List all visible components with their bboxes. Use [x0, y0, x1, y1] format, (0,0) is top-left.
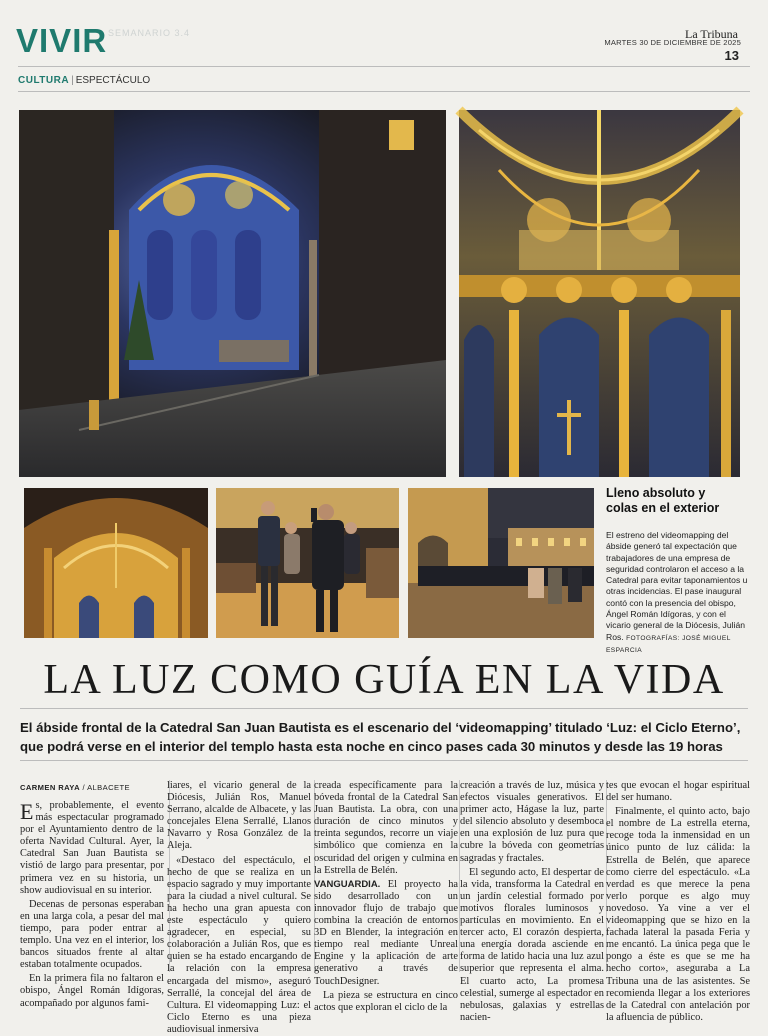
paragraph: La pieza se estructura en cinco actos que exploran el ciclo de la [314, 989, 458, 1013]
caption-title [606, 486, 746, 516]
subheader-rule [18, 91, 750, 92]
photo-apse-wide [19, 110, 446, 477]
dek-rule [20, 760, 748, 761]
photo-apse-vault [459, 110, 740, 477]
category-label: CULTURA [18, 75, 70, 86]
header-rule [18, 66, 750, 67]
byline-author: CARMEN RAYA [20, 783, 80, 792]
subcategory-label: ESPECTÁCULO [75, 75, 151, 86]
paragraph: Finalmente, el quinto acto, bajo el nombre de La estrella eterna, recoge toda la inmensidad en un único punto de luz cálida: la Estrella de Belén, que aparece como cierre del espectáculo. «La verdad es que merece la pena verlo porque es algo muy novedoso. Ya vine a ver el videomapping que se hizo en la fachada lateral la pasada Feria y me encantó. La única pega que le pongo a éste es que se me ha hecho corto», aseguraba a La Tribuna una de las asistentes. Se recomienda llegar a los exteriores de la Catedral con antelación por la afluencia de público. [606, 806, 750, 1023]
photo-visitors [216, 488, 399, 638]
paragraph [20, 800, 164, 897]
photo-side-vault [24, 488, 208, 638]
paragraph-text: s, probablemente, el evento más espectacular programado por el Ayuntamiento dentro de la oferta Navidad Cultural. Ayer, la Catedral San Juan Bautista se vistió de largo para presentar, por primera vez en su historia, un show audiovisual en su interior. [20, 800, 164, 896]
dek [20, 718, 750, 756]
caption-text [606, 530, 748, 656]
article-column-2 [167, 780, 311, 1035]
dek-line-1: El ábside frontal de la Catedral San Juan Bautista es el escenario del ‘videomapping’ titulado ‘Luz: el Ciclo Eterno’, [20, 720, 741, 735]
paragraph: creación a través de luz, música y efectos visuales generativos. El primer acto, Hágase la luz, parte del silencio absoluto y desemboca en una explosión de luz pura que cubre la bóveda con geometrías sagradas y fractales. [460, 780, 604, 864]
issue-date: MARTES 30 DE DICIEMBRE DE 2025 [604, 38, 741, 47]
article-column-1 [20, 799, 164, 1009]
newspaper-name: La Tribuna [684, 27, 738, 41]
byline-place: ALBACETE [87, 783, 130, 792]
paragraph: liares, el vicario general de la Diócesis, Julián Ros, Manuel Serrano, alcalde de Albacete, y las concejales Elena Serrallé, Llanos Navarro y Rosa González de la Aleja. [167, 780, 311, 852]
paragraph [314, 879, 458, 988]
paragraph: tes que evocan el hogar espiritual del ser humano. [606, 780, 750, 804]
run-in-heading: VANGUARDIA. [314, 878, 381, 890]
article-column-5 [606, 780, 750, 1023]
paragraph-text: El proyecto ha sido desarrollado con un innovador flujo de trabajo que combina la creación de entornos 3D en Blender, la integración en tiempo real mediante Unreal Engine y la aplicación de arte generativo a través de TouchDesigner. [314, 878, 458, 987]
byline: CARMEN RAYA / ALBACETE [20, 783, 130, 792]
caption-title-line1: Lleno absoluto y [606, 486, 706, 500]
article-column-4 [460, 780, 604, 1023]
paragraph: «Destaco del espectáculo, el hecho de que se realiza en un espacio sagrado y muy importante para la ciudad a nivel cultural. Se ha hecho una gran apuesta con este espectáculo y quiero agradecer, en especial, su colaboración a Julián Ros, que es quien se ha estado encargando de la relación con la empresa encargada del mismo», aseguró Serrallé, la concejal del área de Cultura. El videomapping Luz: el Ciclo Eterno es una pieza audiovisual inmersiva [167, 854, 311, 1035]
photo-queue-exterior [408, 488, 594, 638]
headline-rule [20, 708, 748, 709]
caption-title-line2: colas en el exterior [606, 501, 720, 515]
drop-cap: E [20, 799, 34, 824]
dek-line-2: que podrá verse en el interior del templo hasta esta noche en cinco pases cada 30 minutos y desde las 19 horas [20, 739, 723, 754]
paragraph: En la primera fila no faltaron el obispo, Ángel Román Idígoras, acompañado por algunos fami- [20, 973, 164, 1009]
ghost-text: SEMANARIO 3.4 [108, 28, 191, 38]
page-number: 13 [724, 48, 739, 63]
section-title: VIVIR [16, 22, 108, 59]
paragraph: Decenas de personas esperaban en una larga cola, a pesar del mal tiempo, para poder entrar al templo. Una vez en el interior, los bancos situados frente al altar estaban totalmente ocupados. [20, 898, 164, 971]
breadcrumb: CULTURA | ESPECTÁCULO [18, 75, 151, 86]
article-column-3 [314, 780, 458, 1013]
photo-credit: FOTOGRAFÍAS: JOSÉ MIGUEL ESPARCIA [606, 634, 731, 654]
paragraph: creada específicamente para la bóveda frontal de la Catedral San Juan Bautista. La obra, con una duración de cinco minutos y treinta segundos, recorre un viaje simbólico que comienza en la oscuridad del origen y culmina en la Estrella de Belén. [314, 780, 458, 876]
paragraph: El segundo acto, El despertar de la vida, transforma la Catedral en un jardín celestial formado por motivos florales luminosos y partículas en movimiento. En el tercer acto, El corazón despierta, una energía dorada asciende en forma de latido hacia una luz azul superior que representa el alma. El cuarto acto, La promesa celestial, sumerge al espectador en nebulosas, galaxias y estrellas nacien- [460, 866, 604, 1023]
caption-body: El estreno del videomapping del ábside generó tal expectación que trabajadores de una empresa de seguridad controlaron el acceso a la Catedral para evitar taponamientos u otras incidencias. El pase inaugural contó con la presencia del obispo, Ángel Román Idígoras, y con el vicario general de la Diócesis, Julián Ros. [606, 530, 748, 642]
headline: LA LUZ COMO GUÍA EN LA VIDA [43, 657, 725, 703]
